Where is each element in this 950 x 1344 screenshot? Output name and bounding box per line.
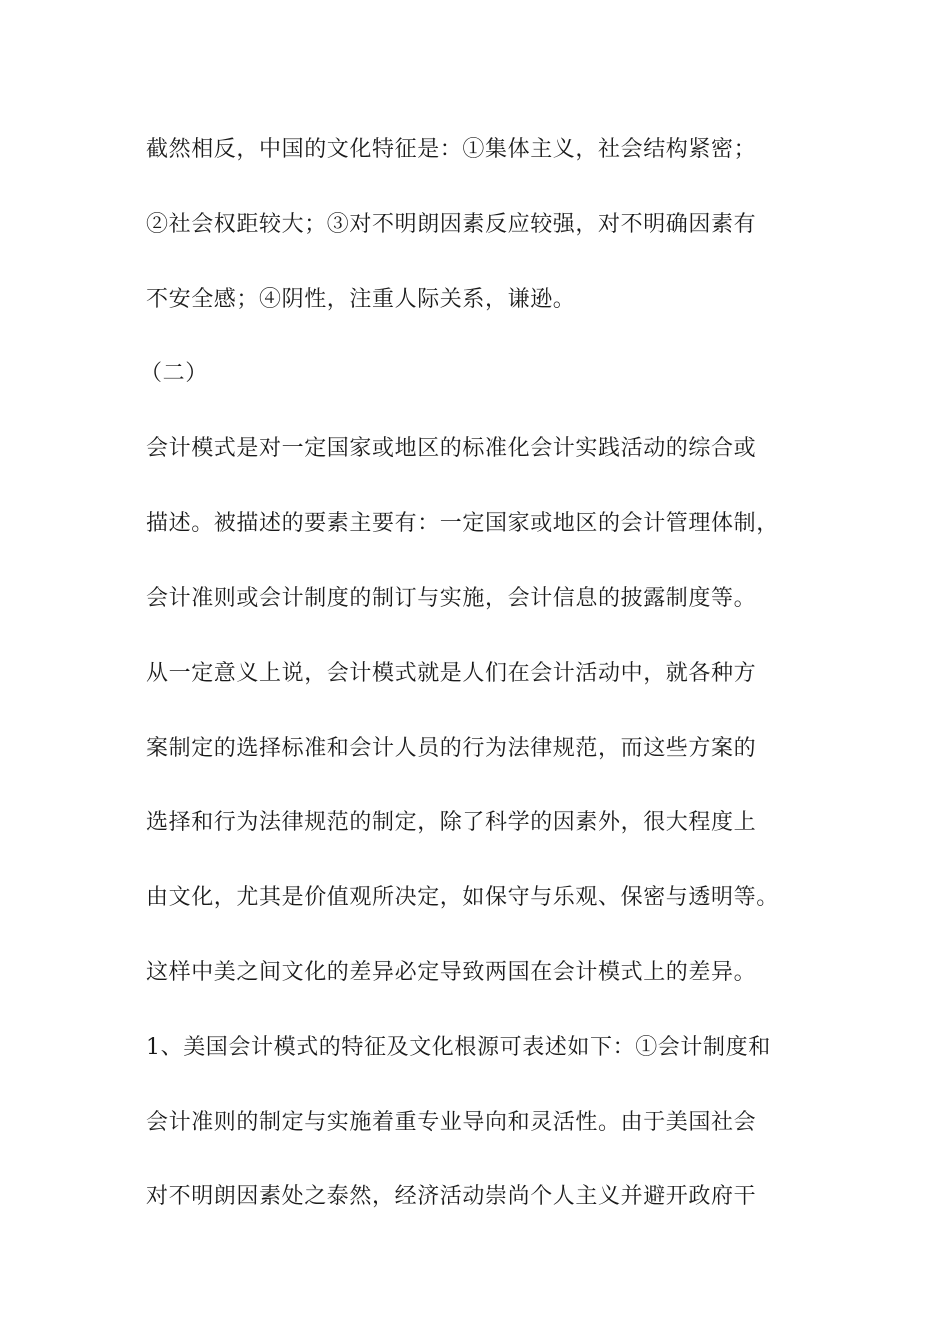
text-line: 由文化，尤其是价值观所决定，如保守与乐观、保密与透明等。	[146, 885, 779, 910]
text-line: 描述。被描述的要素主要有：一定国家或地区的会计管理体制，	[146, 511, 779, 536]
text-line: 会计准则的制定与实施着重专业导向和灵活性。由于美国社会	[146, 1110, 757, 1135]
text-line: 截然相反，中国的文化特征是：①集体主义，社会结构紧密；	[146, 137, 757, 162]
text-line: 1、美国会计模式的特征及文化根源可表述如下：①会计制度和	[146, 1035, 771, 1060]
text-line: ②社会权距较大；③对不明朗因素反应较强，对不明确因素有	[146, 212, 757, 237]
section-heading: （二）	[140, 361, 208, 386]
text-line: 案制定的选择标准和会计人员的行为法律规范，而这些方案的	[146, 736, 757, 761]
text-line: 从一定意义上说，会计模式就是人们在会计活动中，就各种方	[146, 661, 757, 686]
text-line: 选择和行为法律规范的制定，除了科学的因素外，很大程度上	[146, 810, 757, 835]
text-line: 对不明朗因素处之泰然，经济活动崇尚个人主义并避开政府干	[146, 1184, 757, 1209]
text-line: 会计准则或会计制度的制订与实施，会计信息的披露制度等。	[146, 586, 757, 611]
text-line: 不安全感；④阴性，注重人际关系，谦逊。	[146, 287, 576, 312]
text-line: 这样中美之间文化的差异必定导致两国在会计模式上的差异。	[146, 960, 757, 985]
text-line: 会计模式是对一定国家或地区的标准化会计实践活动的综合或	[146, 436, 757, 461]
